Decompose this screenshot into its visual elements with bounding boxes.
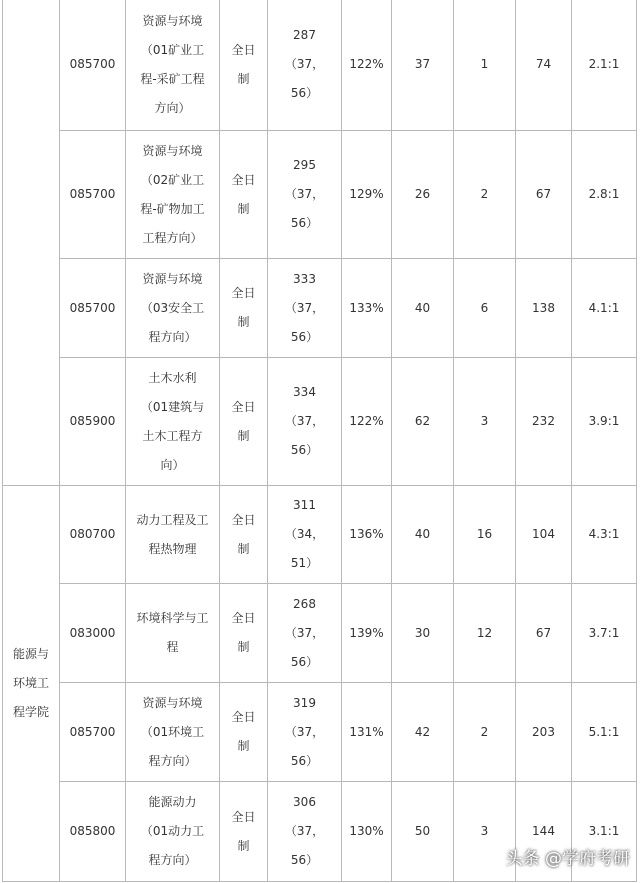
applicant-count: 144 <box>516 782 572 882</box>
table-row <box>3 683 637 782</box>
competition-rate: 3.9:1 <box>572 358 637 486</box>
major-name: 能源动力 （01动力工 程方向） <box>126 782 220 882</box>
table-row <box>3 131 637 259</box>
major-code: 085900 <box>60 358 126 486</box>
major-name: 资源与环境 （01环境工 程方向） <box>126 683 220 782</box>
major-name: 资源与环境 （02矿业工 程-矿物加工 工程方向） <box>126 131 220 259</box>
major-name: 动力工程及工 程热物理 <box>126 486 220 584</box>
major-code: 080700 <box>60 486 126 584</box>
watermark: 头条 @学府考研 <box>505 849 630 869</box>
table-row <box>3 584 637 683</box>
ratio: 136% <box>342 486 392 584</box>
ratio: 133% <box>342 259 392 358</box>
ratio: 131% <box>342 683 392 782</box>
recommend-count: 3 <box>454 782 516 882</box>
major-code: 085700 <box>60 131 126 259</box>
competition-rate: 4.1:1 <box>572 259 637 358</box>
study-type: 全日 制 <box>220 782 268 882</box>
study-type: 全日 制 <box>220 683 268 782</box>
ratio: 130% <box>342 782 392 882</box>
recommend-count: 16 <box>454 486 516 584</box>
score-line: 295 （37， 56） <box>268 131 342 259</box>
plan-count: 42 <box>392 683 454 782</box>
table-row <box>3 259 637 358</box>
ratio: 129% <box>342 131 392 259</box>
table-row <box>3 0 637 131</box>
score-line: 333 （37， 56） <box>268 259 342 358</box>
major-code: 085700 <box>60 683 126 782</box>
applicant-count: 74 <box>516 0 572 131</box>
score-line: 334 （37， 56） <box>268 358 342 486</box>
plan-count: 50 <box>392 782 454 882</box>
score-line: 287 （37， 56） <box>268 0 342 131</box>
plan-count: 37 <box>392 0 454 131</box>
major-name: 土木水利 （01建筑与 土木工程方 向） <box>126 358 220 486</box>
applicant-count: 104 <box>516 486 572 584</box>
major-name: 资源与环境 （03安全工 程方向） <box>126 259 220 358</box>
ratio: 122% <box>342 358 392 486</box>
plan-count: 62 <box>392 358 454 486</box>
score-line: 311 （34， 51） <box>268 486 342 584</box>
college-cell-empty <box>3 0 60 486</box>
ratio: 122% <box>342 0 392 131</box>
study-type: 全日 制 <box>220 0 268 131</box>
competition-rate: 5.1:1 <box>572 683 637 782</box>
major-code: 085700 <box>60 259 126 358</box>
applicant-count: 67 <box>516 584 572 683</box>
score-line: 268 （37， 56） <box>268 584 342 683</box>
recommend-count: 3 <box>454 358 516 486</box>
study-type: 全日 制 <box>220 486 268 584</box>
recommend-count: 6 <box>454 259 516 358</box>
score-line: 319 （37， 56） <box>268 683 342 782</box>
recommend-count: 12 <box>454 584 516 683</box>
table-row <box>3 486 637 584</box>
major-name: 资源与环境 （01矿业工 程-采矿工程 方向） <box>126 0 220 131</box>
plan-count: 40 <box>392 259 454 358</box>
recommend-count: 2 <box>454 683 516 782</box>
competition-rate: 4.3:1 <box>572 486 637 584</box>
study-type: 全日 制 <box>220 358 268 486</box>
competition-rate: 3.7:1 <box>572 584 637 683</box>
major-name: 环境科学与工 程 <box>126 584 220 683</box>
recommend-count: 1 <box>454 0 516 131</box>
recommend-count: 2 <box>454 131 516 259</box>
applicant-count: 138 <box>516 259 572 358</box>
plan-count: 26 <box>392 131 454 259</box>
competition-rate: 3.1:1 <box>572 782 637 882</box>
college-name: 能源与 环境工 程学院 <box>3 486 60 882</box>
plan-count: 30 <box>392 584 454 683</box>
competition-rate: 2.8:1 <box>572 131 637 259</box>
study-type: 全日 制 <box>220 131 268 259</box>
competition-rate: 2.1:1 <box>572 0 637 131</box>
major-code: 085800 <box>60 782 126 882</box>
study-type: 全日 制 <box>220 584 268 683</box>
table-row <box>3 358 637 486</box>
study-type: 全日 制 <box>220 259 268 358</box>
ratio: 139% <box>342 584 392 683</box>
applicant-count: 232 <box>516 358 572 486</box>
applicant-count: 67 <box>516 131 572 259</box>
major-code: 083000 <box>60 584 126 683</box>
major-code: 085700 <box>60 0 126 131</box>
score-line: 306 （37， 56） <box>268 782 342 882</box>
plan-count: 40 <box>392 486 454 584</box>
applicant-count: 203 <box>516 683 572 782</box>
admission-table <box>2 0 637 882</box>
